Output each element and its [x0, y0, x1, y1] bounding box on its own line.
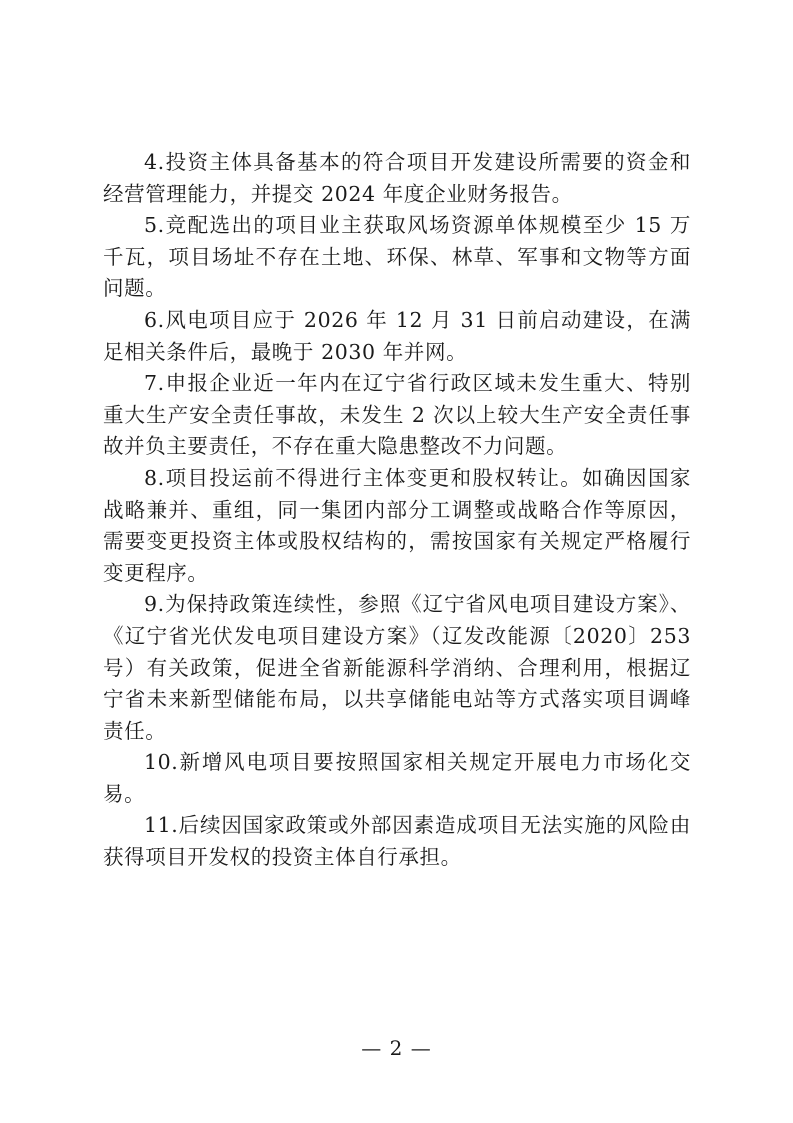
paragraph-item-9: 9.为保持政策连续性，参照《辽宁省风电项目建设方案》、《辽宁省光伏发电项目建设方案》（辽发改能源〔2020〕253号）有关政策，促进全省新能源科学消纳、合理利用，根据辽宁省未来新型储能布局，以共享储能电站等方式落实项目调峰责任。 [103, 592, 691, 743]
paragraph-item-10: 10.新增风电项目要按照国家相关规定开展电力市场化交易。 [103, 750, 691, 806]
paragraph-item-7: 7.申报企业近一年内在辽宁省行政区域未发生重大、特别重大生产安全责任事故，未发生 2 次以上较大生产安全责任事故并负主要责任，不存在重大隐患整改不力问题。 [103, 371, 691, 459]
paragraph-item-11: 11.后续因国家政策或外部因素造成项目无法实施的风险由获得项目开发权的投资主体自行承担。 [103, 813, 691, 870]
paragraph-item-5: 5.竞配选出的项目业主获取风场资源单体规模至少 15 万千瓦，项目场址不存在土地、环保、林草、军事和文物等方面问题。 [103, 213, 691, 301]
paragraph-item-6: 6.风电项目应于 2026 年 12 月 31 日前启动建设，在满足相关条件后，最晚于 2030 年并网。 [103, 307, 691, 364]
paragraph-item-8: 8.项目投运前不得进行主体变更和股权转让。如确因国家战略兼并、重组，同一集团内部分工调整或战略合作等原因，需要变更投资主体或股权结构的，需按国家有关规定严格履行变更程序。 [103, 465, 691, 585]
paragraph-item-4: 4.投资主体具备基本的符合项目开发建设所需要的资金和经营管理能力，并提交 2024 年度企业财务报告。 [103, 150, 691, 206]
page-number: — 2 — [361, 1036, 432, 1060]
document-body [103, 147, 691, 874]
